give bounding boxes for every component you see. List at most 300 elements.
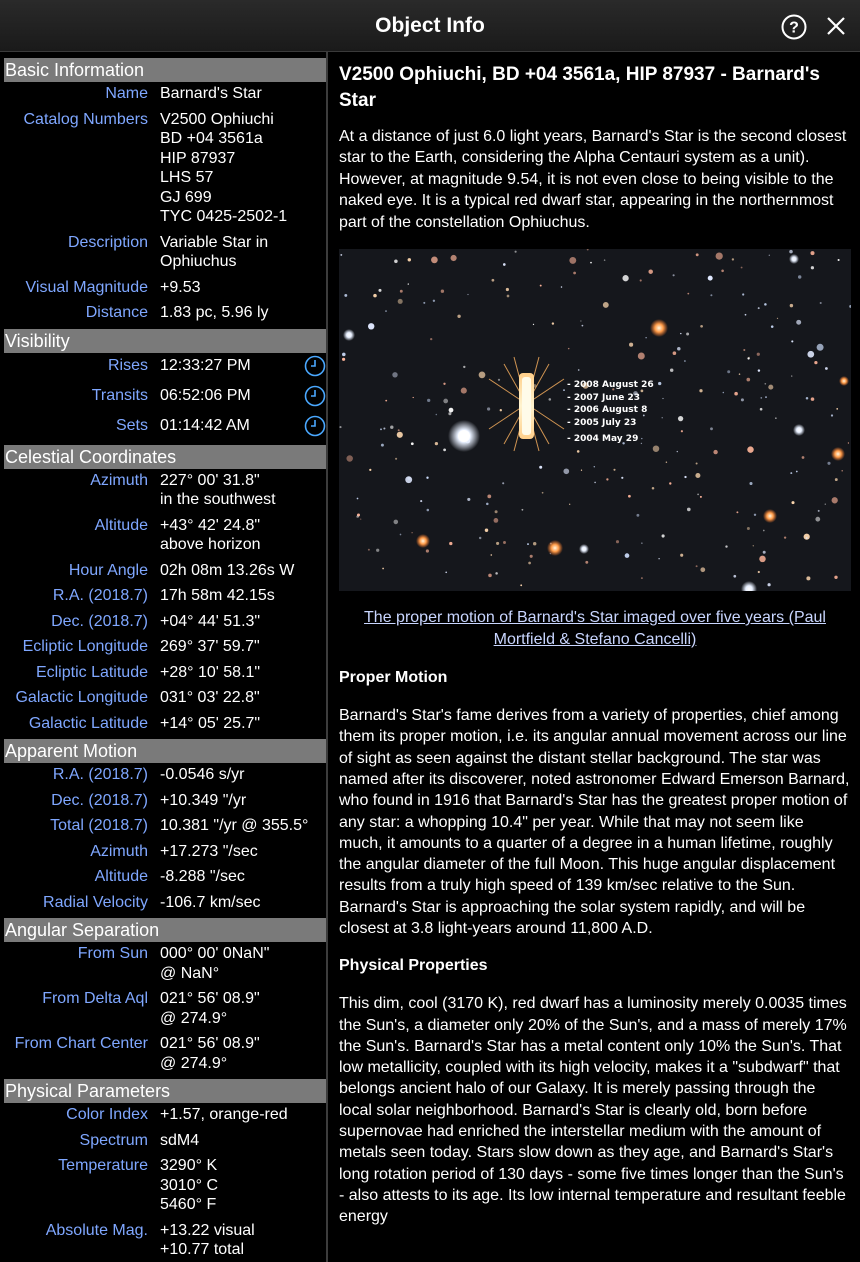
background-star (383, 427, 385, 429)
label: Rises (107, 356, 148, 374)
background-star (798, 275, 801, 278)
background-star (441, 290, 444, 293)
background-star (758, 369, 760, 371)
background-star (628, 495, 631, 498)
background-star (585, 561, 588, 564)
label-2005: - 2005 July 23 (567, 418, 637, 429)
background-star (796, 471, 798, 473)
label-2008: - 2008 August 26 (567, 380, 654, 391)
value: Variable Star in Ophiuchus (160, 233, 269, 270)
article-panel[interactable] (339, 62, 851, 1228)
label-2007: - 2007 June 23 (567, 393, 640, 404)
background-star (716, 253, 723, 260)
background-star (380, 428, 382, 430)
background-star (746, 378, 750, 382)
background-star (827, 462, 830, 465)
background-star (506, 288, 509, 291)
help-icon[interactable] (781, 14, 807, 40)
background-star (561, 286, 563, 288)
background-star (621, 477, 623, 479)
background-star (836, 408, 838, 410)
background-star (700, 567, 705, 572)
background-star (760, 397, 762, 399)
label: Visual Magnitude (25, 278, 148, 296)
background-star (400, 534, 402, 536)
value: 12:33:27 PM (160, 355, 326, 377)
row-galactic-longitude (4, 688, 326, 708)
background-star (423, 302, 425, 304)
background-star (699, 389, 702, 392)
background-star (485, 529, 488, 532)
row-ecliptic-longitude (4, 637, 326, 657)
background-star (340, 254, 342, 256)
background-star (745, 314, 747, 316)
background-star (528, 562, 531, 565)
background-star (754, 514, 756, 516)
background-star (488, 574, 492, 578)
star-field-svg (339, 249, 851, 591)
background-star (835, 478, 838, 481)
value: +9.53 (160, 278, 201, 296)
background-star (662, 534, 665, 537)
info-panel[interactable] (4, 52, 326, 1262)
background-star (723, 392, 725, 394)
background-star (563, 389, 565, 391)
background-star (673, 351, 677, 355)
background-star (841, 470, 843, 472)
background-star (427, 399, 430, 402)
background-star (449, 542, 452, 545)
background-star (696, 463, 698, 465)
background-star (825, 504, 826, 505)
row-from-chart-center (4, 1034, 326, 1073)
row-name (4, 84, 326, 104)
background-star (408, 258, 411, 261)
window-title: Object Info (375, 14, 485, 37)
label: Spectrum (79, 1131, 148, 1149)
background-star (521, 509, 523, 511)
article-intro: At a distance of just 6.0 light years, Barnard's Star is the second closest star to the Earth, considering the Alpha Centauri system as a unit). However, at magnitude 9.54, it is not even close to being visible to the naked eye. It is a typical red dwarf star, appearing in the northernmost part of the constellation Ophiuchus. (339, 128, 847, 231)
background-star (791, 375, 792, 376)
section-physical-properties-title: Physical Properties (339, 957, 488, 975)
label: R.A. (2018.7) (52, 587, 148, 604)
background-star (825, 367, 828, 370)
background-star (408, 283, 409, 284)
background-star (563, 468, 569, 474)
background-star (815, 517, 820, 522)
label: Altitude (94, 868, 148, 885)
background-star (495, 510, 498, 513)
label: Galactic Latitude (28, 714, 148, 732)
label: Altitude (94, 516, 148, 534)
background-star (407, 477, 410, 480)
background-star (342, 353, 346, 357)
background-star (394, 260, 398, 264)
background-star (758, 307, 760, 309)
background-star (486, 503, 489, 506)
background-star (848, 442, 849, 443)
background-star (580, 320, 581, 321)
background-star (496, 542, 499, 545)
background-star (820, 302, 822, 304)
background-star (734, 392, 738, 396)
background-star (622, 275, 628, 281)
label: From Sun (77, 945, 148, 962)
background-star (573, 272, 576, 275)
background-star (687, 293, 689, 295)
row-visual-magnitude (4, 278, 326, 298)
row-altitude (4, 516, 326, 555)
background-star (727, 370, 730, 373)
value: 01:14:42 AM (160, 415, 326, 437)
background-star (494, 518, 499, 523)
value: 269° 37' 59.7" (160, 638, 260, 655)
background-star (397, 432, 403, 438)
background-star (796, 320, 801, 325)
background-star (500, 409, 502, 411)
background-star (696, 253, 699, 256)
background-star (530, 555, 533, 558)
background-star (777, 318, 778, 319)
image-caption-link[interactable]: The proper motion of Barnard's Star imaged over five years (Paul Mortfield & Stefano Cancelli) (364, 609, 826, 649)
background-star (463, 366, 465, 368)
value: 17h 58m 42.15s (160, 587, 275, 604)
background-star (747, 446, 753, 452)
label: Azimuth (90, 471, 148, 489)
label: Catalog Numbers (23, 110, 148, 128)
background-star (640, 279, 642, 281)
label: Ecliptic Latitude (35, 663, 148, 681)
value: +10.349 "/yr (160, 791, 247, 809)
row-azimuth (4, 471, 326, 510)
background-star (467, 294, 468, 295)
background-star (445, 571, 447, 573)
background-star (749, 357, 750, 358)
background-star (747, 527, 750, 530)
section-proper-motion-text: Barnard's Star's fame derives from a variety of properties, chief among them its proper motion, i.e. its angular annual movement across our line of sight as seen against the distant stellar background. The star was named after its discoverer, noted astronomer Edward Emerson Barnard, who found in 1916 that Barnard's Star has the greatest proper motion of any star: a whopping 10.4" per year. While that may not seem like much, it amounts to a quarter of a degree in a human lifetime, roughly the angular diameter of the full Moon. This huge angular displacement results from a truly high speed of 139 km/sec relative to the Sun. Barnard's Star is approaching the solar system rapidly, and will be closest at 3.8 light-years around 11,800 A.D. (339, 707, 850, 937)
background-star (645, 337, 646, 338)
row-from-sun (4, 944, 326, 983)
background-star (533, 324, 534, 325)
background-star (568, 348, 569, 349)
background-star (648, 269, 653, 274)
background-star (641, 438, 642, 439)
background-star (629, 343, 633, 347)
background-star (769, 255, 770, 256)
background-star (834, 576, 837, 579)
background-star (411, 442, 414, 445)
background-star (520, 584, 522, 586)
row-color-index (4, 1105, 326, 1125)
row-motion-total (4, 816, 326, 836)
row-distance (4, 303, 326, 323)
background-star (736, 511, 738, 513)
background-star (742, 293, 744, 295)
background-star (662, 417, 663, 418)
background-star (427, 509, 430, 512)
panel-divider (326, 52, 328, 1262)
background-star (710, 294, 712, 296)
background-star (540, 285, 542, 287)
background-star (376, 549, 379, 552)
background-star (373, 294, 377, 298)
section-basic-information: Basic Information (4, 58, 326, 82)
background-star (764, 303, 767, 306)
background-star (479, 537, 481, 539)
background-star (413, 397, 414, 398)
background-star (400, 290, 403, 293)
value: 021° 56' 08.9" @ 274.9° (160, 1035, 260, 1072)
background-star (806, 537, 808, 539)
background-star (817, 344, 824, 351)
value: 1.83 pc, 5.96 ly (160, 304, 269, 321)
background-star (733, 575, 736, 578)
background-star (641, 543, 642, 544)
label: Transits (91, 386, 148, 404)
background-star (577, 450, 580, 453)
background-star (652, 487, 655, 490)
value: +17.273 "/sec (160, 842, 258, 860)
section-visibility: Visibility (4, 329, 326, 353)
background-star (457, 315, 460, 318)
row-dec (4, 612, 326, 632)
background-star (433, 300, 435, 302)
background-star (708, 276, 713, 281)
background-star (678, 416, 683, 421)
label: Hour Angle (68, 561, 148, 579)
background-star (725, 545, 727, 547)
background-star (368, 323, 374, 329)
background-star (669, 482, 671, 484)
label: Galactic Longitude (15, 689, 148, 706)
background-star (431, 257, 438, 264)
value: 10.381 "/yr @ 355.5° (160, 817, 309, 834)
background-star (641, 577, 643, 579)
label: From Delta Aql (42, 990, 148, 1007)
background-star (443, 399, 448, 404)
background-star (448, 412, 451, 415)
background-star (697, 494, 699, 496)
background-star (430, 338, 432, 340)
background-star (503, 541, 506, 544)
background-star (700, 496, 702, 498)
background-star (398, 299, 403, 304)
background-star (533, 542, 536, 545)
background-star (753, 545, 754, 546)
background-star (791, 340, 793, 342)
background-star (346, 455, 353, 462)
background-star (721, 270, 724, 273)
background-star (818, 510, 820, 512)
background-star (687, 508, 691, 512)
label: Distance (85, 304, 148, 321)
label: From Chart Center (14, 1035, 148, 1052)
background-star (594, 466, 595, 467)
background-star (436, 414, 438, 416)
row-rises (4, 355, 326, 377)
background-star (658, 382, 661, 385)
background-star (385, 310, 387, 312)
section-physical-properties-text: This dim, cool (3170 K), red dwarf has a luminosity merely 0.0035 times the Sun's, a diameter only 20% of the Sun's, and a mass of merely 17% the Sun's. Barnard's Star has a metal content only 10% the Sun's. That low metallicity, coupled with its high velocity, makes it a "subdwarf" that belongs ancient halo of our Galaxy. It is merely passing through the local solar neighborhood. Barnard's Star is clearly old, born before supernovae had enriched the interstellar medium with the amount of metals seen today. Stars slow down as they age, and Barnard's Star's long rotation period of 130 days - some five times longer than the Sun's - also attests to its age. Its low internal temperature and resultant feeble energy (339, 995, 847, 1226)
background-star (342, 358, 345, 361)
background-star (360, 519, 361, 520)
background-star (451, 255, 457, 261)
background-star (426, 477, 428, 479)
background-star (552, 322, 554, 324)
background-star (673, 274, 675, 276)
background-star (502, 482, 504, 484)
value: 031° 03' 22.8" (160, 689, 260, 706)
section-physical-parameters: Physical Parameters (4, 1079, 326, 1103)
row-from-delta-aql (4, 989, 326, 1028)
background-star (680, 333, 681, 334)
row-temperature (4, 1156, 326, 1215)
value: 000° 00' 0NaN" @ NaN° (160, 945, 270, 982)
row-catalog-numbers (4, 110, 326, 227)
background-star (677, 451, 678, 452)
label: Color Index (66, 1106, 148, 1123)
background-star (814, 361, 817, 364)
background-star (569, 504, 570, 505)
background-star (578, 369, 580, 371)
label: Ecliptic Longitude (22, 638, 148, 655)
background-star (357, 498, 359, 500)
background-star (684, 476, 686, 478)
title-bar (0, 0, 860, 52)
background-star (765, 396, 767, 398)
background-star (670, 369, 673, 372)
row-absolute-magnitude (4, 1221, 326, 1260)
background-star (503, 263, 506, 266)
background-star (775, 418, 776, 419)
background-star (625, 553, 630, 558)
background-star (527, 543, 529, 545)
background-star (790, 472, 792, 474)
background-star (539, 466, 542, 469)
background-star (487, 495, 491, 499)
value: +28° 10' 58.1" (160, 663, 261, 681)
row-ecliptic-latitude (4, 663, 326, 683)
background-star (549, 398, 552, 401)
label: Radial Velocity (43, 893, 148, 911)
background-star (467, 498, 470, 501)
background-star (764, 383, 766, 385)
background-star (666, 462, 667, 463)
background-star (490, 554, 492, 556)
background-star (395, 458, 397, 460)
label-2006: - 2006 August 8 (567, 405, 648, 416)
label: Description (67, 233, 148, 251)
background-star (461, 388, 467, 394)
background-star (789, 250, 793, 254)
background-star (739, 373, 741, 375)
value: -106.7 km/sec (160, 893, 261, 911)
label: Name (105, 85, 148, 102)
background-star (495, 572, 498, 575)
background-star (616, 540, 619, 543)
close-icon[interactable] (824, 14, 848, 38)
background-star (771, 325, 774, 328)
background-star (741, 398, 744, 401)
value: +1.57, orange-red (160, 1106, 288, 1123)
label: Temperature (58, 1157, 148, 1174)
value: -8.288 "/sec (160, 868, 245, 885)
section-apparent-motion: Apparent Motion (4, 739, 326, 763)
background-star (759, 556, 766, 563)
background-star (420, 500, 422, 502)
label: R.A. (2018.7) (52, 766, 148, 783)
background-star (807, 351, 814, 358)
background-star (582, 325, 584, 327)
value: +04° 44' 51.3" (160, 612, 261, 630)
background-star (790, 304, 793, 307)
background-star (606, 478, 608, 480)
background-star (569, 257, 576, 264)
background-star (604, 259, 606, 261)
background-star (449, 408, 454, 413)
label: Dec. (2018.7) (51, 791, 148, 809)
background-star (749, 482, 752, 485)
background-star (653, 445, 660, 452)
row-motion-altitude (4, 867, 326, 887)
background-star (791, 501, 794, 504)
background-star (832, 497, 838, 503)
clock-icon[interactable] (304, 415, 326, 437)
background-star (411, 532, 412, 533)
background-star (741, 267, 743, 269)
background-star (590, 262, 592, 264)
clock-icon[interactable] (304, 385, 326, 407)
background-star (594, 482, 596, 484)
value: 021° 56' 08.9" @ 274.9° (160, 990, 260, 1027)
label: Total (2018.7) (50, 817, 148, 834)
value: Barnard's Star (160, 85, 262, 102)
background-star (700, 325, 703, 328)
background-star (381, 444, 384, 447)
background-star (806, 576, 810, 580)
row-galactic-latitude (4, 714, 326, 734)
background-star (636, 514, 639, 517)
value: 02h 08m 13.26s W (160, 561, 295, 579)
background-star (392, 372, 397, 377)
row-spectrum (4, 1131, 326, 1151)
background-star (492, 279, 495, 282)
value: 06:52:06 PM (160, 385, 326, 407)
background-star (743, 349, 745, 351)
background-star (394, 520, 399, 525)
background-star (811, 397, 815, 401)
background-star (368, 549, 370, 551)
value: +14° 05' 25.7" (160, 714, 261, 732)
background-star (763, 551, 766, 554)
background-star (443, 383, 445, 385)
row-sets (4, 415, 326, 437)
row-hour-angle (4, 561, 326, 581)
value: 227° 00' 31.8" in the southwest (160, 471, 276, 508)
background-star (382, 568, 384, 570)
row-radial-velocity (4, 893, 326, 913)
value: -0.0546 s/yr (160, 766, 245, 783)
background-star (507, 295, 510, 298)
background-star (696, 565, 698, 567)
row-motion-ra (4, 765, 326, 785)
background-star (802, 456, 805, 459)
clock-icon[interactable] (304, 355, 326, 377)
background-star (784, 536, 786, 538)
label-2004: - 2004 May 29 (567, 434, 639, 445)
background-star (638, 353, 645, 360)
background-star (757, 353, 760, 356)
